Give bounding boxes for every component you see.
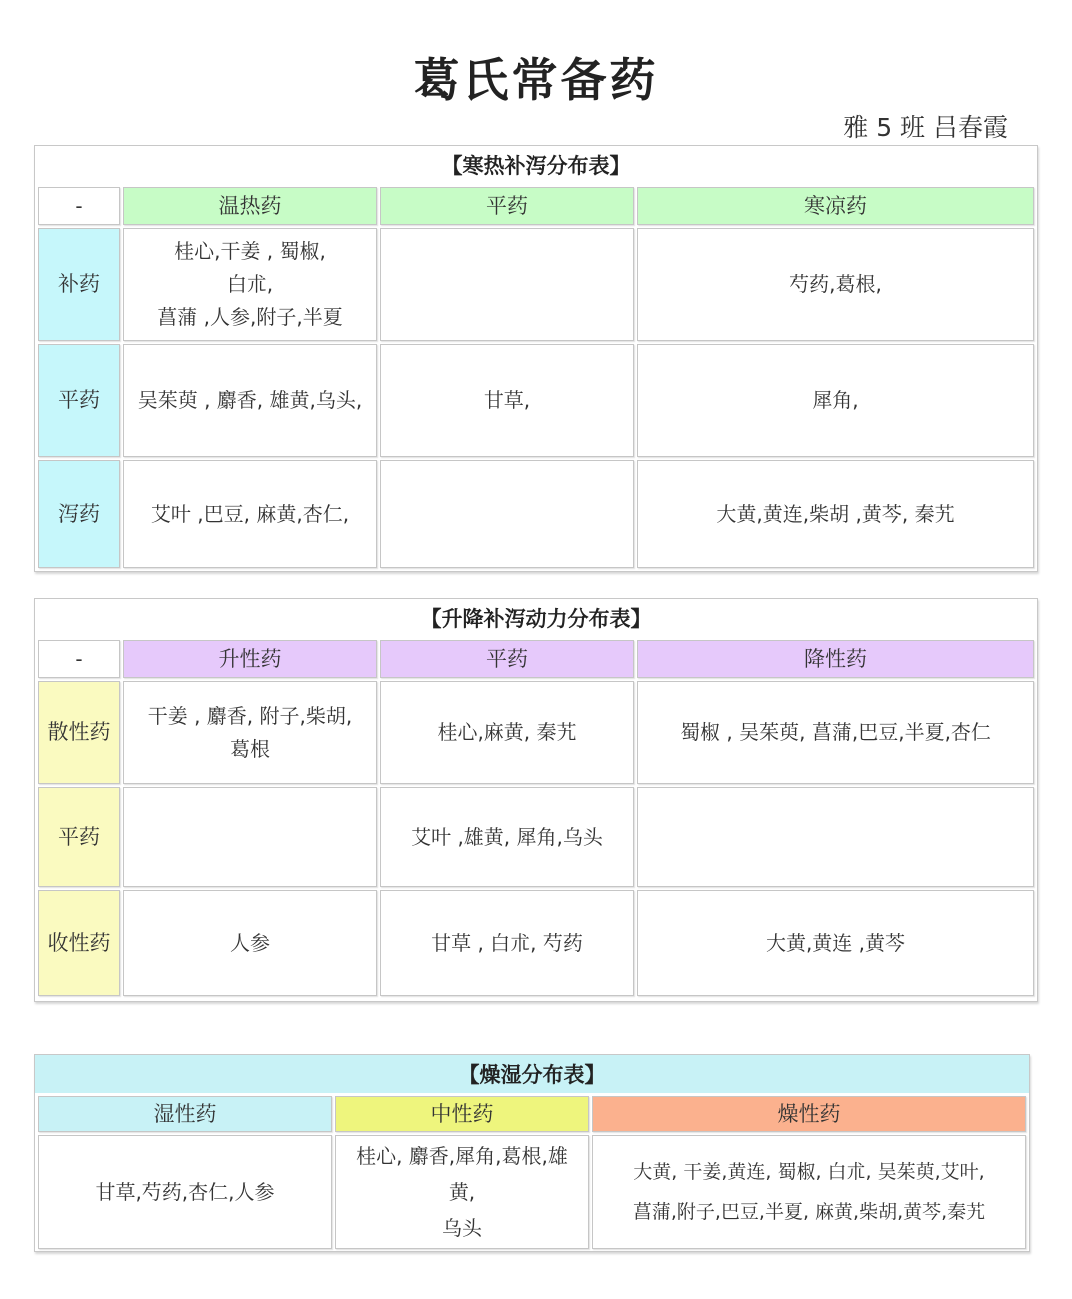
row-label-tonify: 补药 — [38, 228, 120, 341]
row-label-neutral: 平药 — [38, 787, 120, 887]
table-cell: 大黄,黄连 ,黄芩 — [637, 890, 1034, 996]
page-title: 葛氏常备药 — [413, 53, 659, 107]
table-cell: 桂心, 麝香,犀角,葛根,雄 黄, 乌头 — [335, 1135, 589, 1249]
table-cell: 艾叶 ,巴豆, 麻黄,杏仁, — [123, 460, 377, 568]
table-cell: 芍药,葛根, — [637, 228, 1034, 341]
cold-heat-grid — [35, 184, 1037, 571]
table-cell: 大黄, 干姜,黄连, 蜀椒, 白朮, 吴茱萸,艾叶, 菖蒲,附子,巴豆,半夏, 麻黄,柴胡,黄芩,秦艽 — [592, 1135, 1026, 1249]
table-cell: 桂心,麻黄, 秦艽 — [380, 681, 634, 784]
row-label-purge: 泻药 — [38, 460, 120, 568]
row-label-astringent: 收性药 — [38, 890, 120, 996]
header-warm-hot: 温热药 — [123, 187, 377, 225]
header-neutral: 平药 — [380, 640, 634, 678]
table-cell: 甘草, — [380, 344, 634, 457]
header-ascending: 升性药 — [123, 640, 377, 678]
dry-damp-table — [34, 1054, 1030, 1252]
table-cell: 甘草 , 白朮, 芍药 — [380, 890, 634, 996]
table-cell: 吴茱萸 , 麝香, 雄黄,乌头, — [123, 344, 377, 457]
table-cell — [123, 787, 377, 887]
cold-heat-table — [34, 145, 1038, 572]
table-cell: 大黄,黄连,柴胡 ,黄芩, 秦艽 — [637, 460, 1034, 568]
row-label-neutral: 平药 — [38, 344, 120, 457]
header-dry: 燥性药 — [592, 1096, 1026, 1132]
table-cell — [380, 460, 634, 568]
table-cell — [637, 787, 1034, 887]
table-cell: 艾叶 ,雄黄, 犀角,乌头 — [380, 787, 634, 887]
table-cell: 蜀椒 , 吴茱萸, 菖蒲,巴豆,半夏,杏仁 — [637, 681, 1034, 784]
header-damp: 湿性药 — [38, 1096, 332, 1132]
table-cell — [380, 228, 634, 341]
header-descending: 降性药 — [637, 640, 1034, 678]
ascend-descend-table — [34, 598, 1038, 1002]
row-label-dispersing: 散性药 — [38, 681, 120, 784]
table-cell: 甘草,芍药,杏仁,人参 — [38, 1135, 332, 1249]
table-caption: 【燥湿分布表】 — [35, 1055, 1029, 1093]
ascend-descend-grid — [35, 637, 1037, 999]
table-caption: 【升降补泻动力分布表】 — [420, 607, 652, 631]
corner-cell: - — [38, 640, 120, 678]
header-neutral: 平药 — [380, 187, 634, 225]
dry-damp-grid — [35, 1093, 1029, 1252]
table-cell: 犀角, — [637, 344, 1034, 457]
table-caption: 【寒热补泻分布表】 — [441, 154, 631, 178]
table-cell: 桂心,干姜 , 蜀椒, 白朮, 菖蒲 ,人参,附子,半夏 — [123, 228, 377, 341]
table-cell: 干姜 , 麝香, 附子,柴胡, 葛根 — [123, 681, 377, 784]
table-cell: 人参 — [123, 890, 377, 996]
header-cold-cool: 寒凉药 — [637, 187, 1034, 225]
author-line: 雅 5 班 吕春霞 — [843, 113, 1008, 142]
corner-cell: - — [38, 187, 120, 225]
header-neutral: 中性药 — [335, 1096, 589, 1132]
